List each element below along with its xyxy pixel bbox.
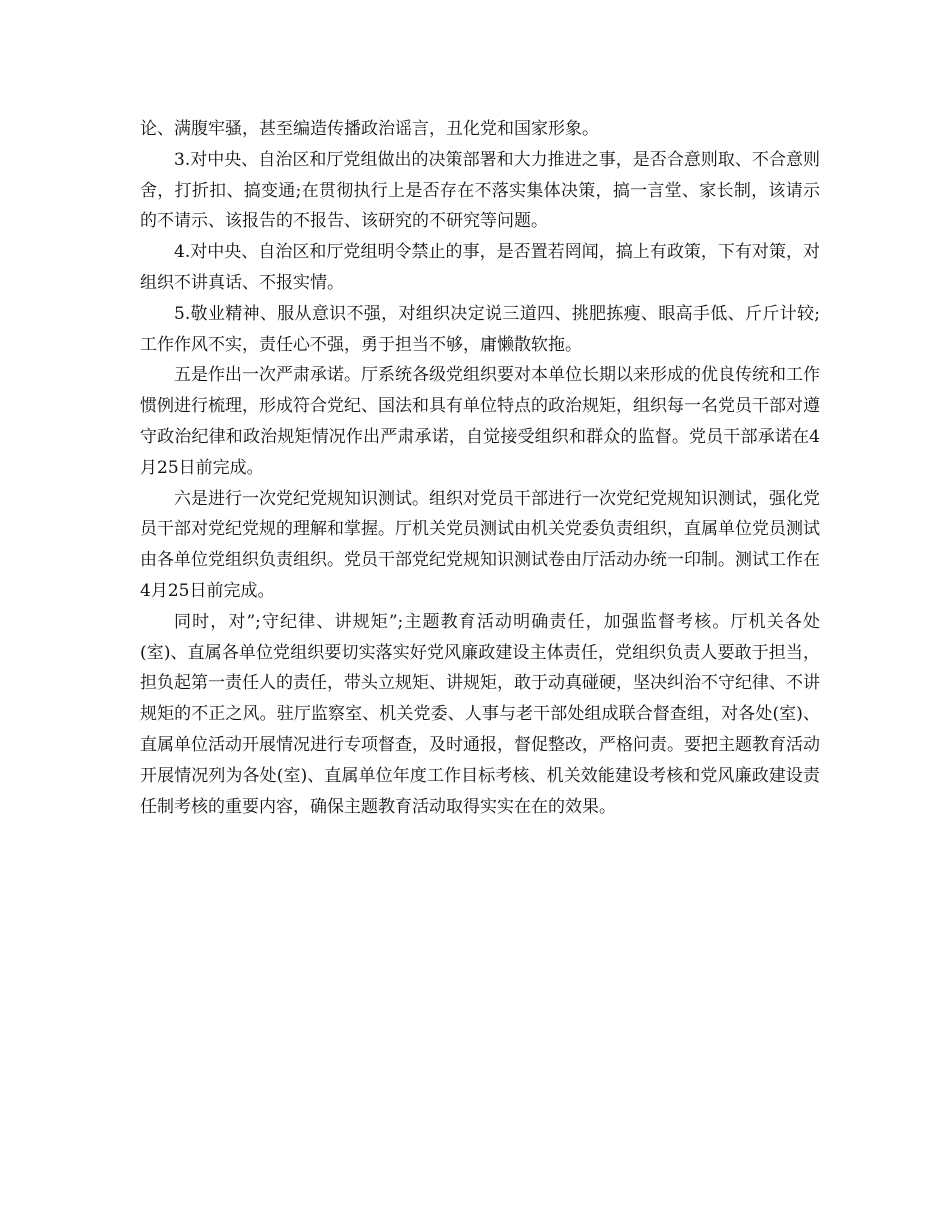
paragraph-responsibility: 同时，对”;守纪律、讲规矩”;主题教育活动明确责任，加强监督考核。厅机关各处(室)、直属各单位党组织要切实落实好党风廉政建设主体责任，党组织负责人要敢于担当，担负起第一责任人的责任，带头立规矩、讲规矩，敢于动真碰硬，坚决纠治不守纪律、不讲规矩的不正之风。驻厅监察室、机关党委、人事与老干部处组成联合督查组，对各处(室)、直属单位活动开展情况进行专项督查，及时通报，督促整改，严格问责。要把主题教育活动开展情况列为各处(室)、直属单位年度工作目标考核、机关效能建设考核和党风廉政建设责任制考核的重要内容，确保主题教育活动取得实实在在的效果。: [140, 611, 820, 817]
paragraph-item-3: 3.对中央、自治区和厅党组做出的决策部署和大力推进之事，是否合意则取、不合意则舍，打折扣、搞变通;在贯彻执行上是否存在不落实集体决策，搞一言堂、家长制，该请示的不请示、该报告的不报告、该研究的不研究等问题。: [140, 149, 820, 232]
paragraph-knowledge-test: 六是进行一次党纪党规知识测试。组织对党员干部进行一次党纪党规知识测试，强化党员干部对党纪党规的理解和掌握。厅机关党员测试由机关党委负责组织，直属单位党员测试由各单位党组织负责组织。党员干部党纪党规知识测试卷由厅活动办统一印制。测试工作在4月25日前完成。: [140, 488, 820, 601]
document-body: [140, 114, 820, 822]
paragraph-item-4: 4.对中央、自治区和厅党组明令禁止的事，是否置若罔闻，搞上有政策，下有对策，对组织不讲真话、不报实情。: [140, 242, 820, 293]
paragraph-continuation: 论、满腹牢骚，甚至编造传播政治谣言，丑化党和国家形象。: [140, 119, 599, 139]
paragraph-item-5: 5.敬业精神、服从意识不强，对组织决定说三道四、挑肥拣瘦、眼高手低、斤斤计较;工作作风不实，责任心不强，勇于担当不够，庸懒散软拖。: [140, 303, 820, 355]
paragraph-commitment: 五是作出一次严肃承诺。厅系统各级党组织要对本单位长期以来形成的优良传统和工作惯例进行梳理，形成符合党纪、国法和具有单位特点的政治规矩，组织每一名党员干部对遵守政治纪律和政治规矩情况作出严肃承诺，自觉接受组织和群众的监督。党员干部承诺在4月25日前完成。: [140, 365, 820, 478]
